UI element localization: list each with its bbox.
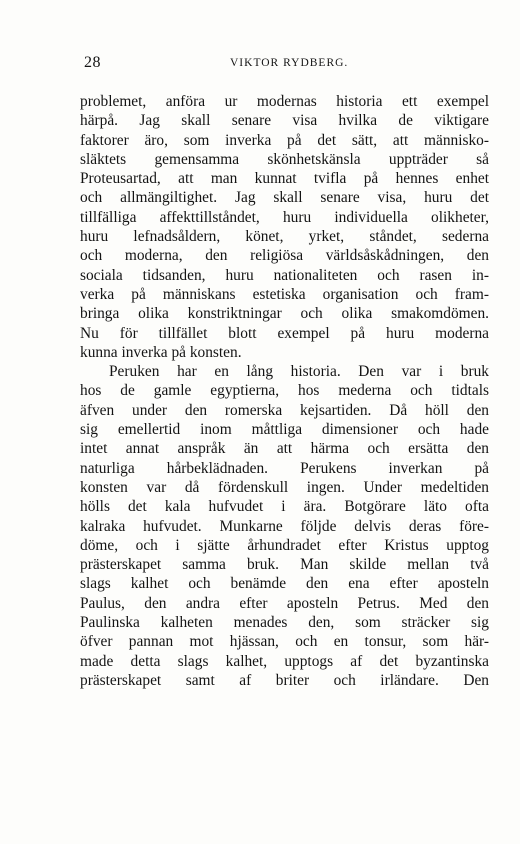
text-line: kalraka hufvudet. Munkarne följde delvis deras före- xyxy=(80,517,489,535)
text-line: kunna inverka på konsten. xyxy=(80,343,242,361)
text-line: Proteusartad, att man kunnat tvifla på hennes enhet xyxy=(80,170,489,188)
text-line: prästerskapet samma bruk. Man skilde mellan två xyxy=(80,556,489,574)
text-line: och allmängiltighet. Jag skall senare visa, huru det xyxy=(80,189,489,207)
body-text xyxy=(80,92,489,690)
text-line: härpå. Jag skall senare visa hvilka de viktigare xyxy=(80,112,489,130)
text-line: made detta slags kalhet, upptogs af det byzantinska xyxy=(80,652,489,670)
text-line: öfver pannan mot hjässan, och en tonsur, som här- xyxy=(80,633,489,651)
text-line: Paulinska kalheten menades den, som sträcker sig xyxy=(80,614,489,632)
text-line: verka på människans estetiska organisation och fram- xyxy=(80,285,489,303)
text-line: hos de gamle egyptierna, hos mederna och tidtals xyxy=(80,382,489,400)
text-line: prästerskapet samt af briter och irländare. Den xyxy=(80,671,489,689)
paragraph xyxy=(80,92,489,362)
text-line: Peruken har en lång historia. Den var i bruk xyxy=(109,363,489,381)
text-line: slags kalhet och benämde den ena efter aposteln xyxy=(80,575,489,593)
text-line: bringa olika konstriktningar och olika smakomdömen. xyxy=(80,305,489,323)
text-line: äfven under den romerska kejsartiden. Då höll den xyxy=(80,401,489,419)
text-line: tillfälliga affekttillståndet, huru individuella olikheter, xyxy=(80,208,489,226)
text-line: Paulus, den andra efter aposteln Petrus. Med den xyxy=(80,594,489,612)
paragraph xyxy=(80,362,489,690)
text-line: faktorer äro, som inverka på det sätt, att människo- xyxy=(80,131,489,149)
text-line: sig emellertid inom måttliga dimensioner och hade xyxy=(80,421,489,439)
page-header xyxy=(84,54,491,76)
text-line: problemet, anföra ur modernas historia ett exempel xyxy=(80,93,489,110)
text-line: sociala tidsanden, huru nationaliteten och rasen in- xyxy=(80,266,489,284)
text-line: naturliga hårbeklädnaden. Perukens inverkan på xyxy=(80,459,489,477)
text-line: släktets gemensamma skönhetskänsla uppträder så xyxy=(80,150,489,168)
text-line: döme, och i sjätte århundradet efter Kristus upptog xyxy=(80,536,489,554)
text-line: Nu för tillfället blott exempel på huru moderna xyxy=(80,324,489,342)
text-line: intet annat anspråk än att härma och ersätta den xyxy=(80,440,489,458)
text-line: hölls det kala hufvudet i ära. Botgörare läto ofta xyxy=(80,498,489,516)
text-line: konsten var då fördenskull ingen. Under medeltiden xyxy=(80,478,489,496)
page-number: 28 xyxy=(84,54,101,71)
text-line: huru lefnadsåldern, könet, yrket, ståndet, sederna xyxy=(80,228,489,246)
text-line: och moderna, den religiösa världsåskådningen, den xyxy=(80,247,489,265)
running-head: VIKTOR RYDBERG. xyxy=(230,57,349,69)
